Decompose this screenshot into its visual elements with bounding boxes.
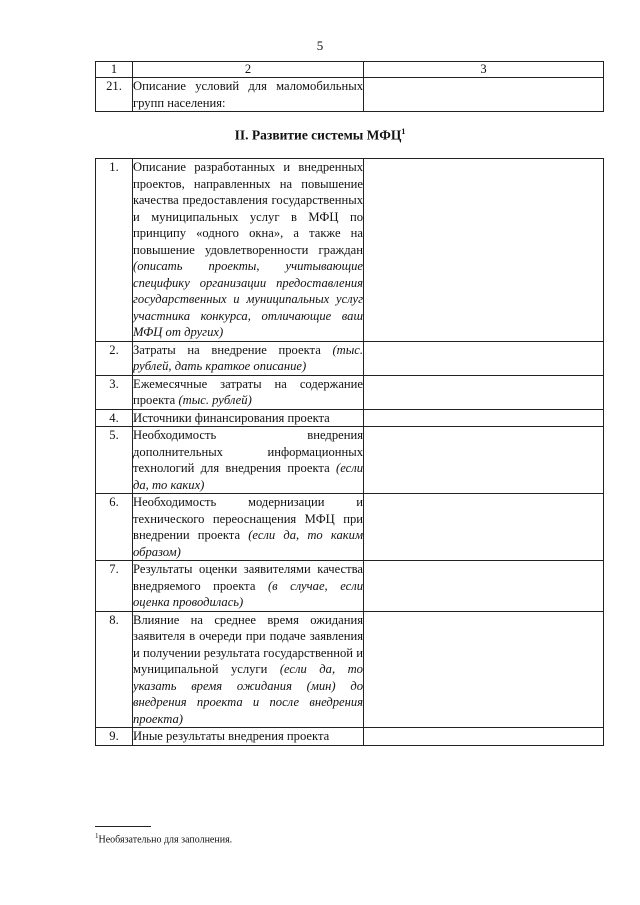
section-title (0, 127, 640, 144)
table-row (96, 159, 604, 342)
row-instruction-note: (в случае, если оценка проводилась) (133, 578, 364, 609)
row-instruction-note: (если да, то каким образом) (133, 528, 363, 559)
footnote (95, 832, 232, 845)
page-number: 5 (316, 38, 324, 53)
table-row (96, 78, 604, 112)
row-description (133, 375, 364, 409)
row-number: 21. (96, 78, 133, 112)
row-instruction-note: (тыс. рублей) (178, 393, 252, 407)
row-number: 6. (96, 494, 133, 561)
row-instruction-note: (если да, то указать время ожидания (мин) до внедрения проекта и после внедрения проекта) (133, 662, 363, 726)
footnote-divider (95, 826, 151, 827)
table-row (96, 341, 604, 375)
row-description-text: Иные результаты внедрения проекта (133, 729, 330, 743)
row-description (133, 728, 364, 746)
row-number: 7. (96, 561, 133, 612)
row-value (364, 159, 604, 342)
row-instruction-note: (если да, то каких) (133, 461, 363, 492)
row-number: 5. (96, 427, 133, 494)
row-description: Описание условий для маломобильных групп населения: (133, 79, 363, 110)
section-title-text: II. Развитие системы МФЦ (234, 127, 402, 143)
row-description (133, 409, 364, 427)
row-value (364, 78, 604, 112)
row-value (364, 375, 604, 409)
row-description-text: Ежемесячные затраты на содержание проекта (133, 376, 363, 407)
row-instruction-note: (описать проекты, учитывающие специфику организации предоставления государственных и муниципальных услуг участника конкурса, отличающие ваш МФЦ от других) (133, 259, 363, 339)
row-description-text: Затраты на внедрение проекта (133, 342, 321, 357)
row-description (133, 494, 364, 561)
row-number: 9. (96, 728, 133, 746)
row-instruction-note: (тыс. рублей, дать краткое описание) (133, 342, 363, 373)
row-description-text: Описание разработанных и внедренных проектов, направленных на повышение качества предоставления государственных и муниципальных услуг в МФЦ по принципу «одного окна», а также на повышение удовлетворенности граждан (133, 160, 363, 257)
row-value (364, 728, 604, 746)
table-continuation (95, 61, 604, 112)
header-col-2: 2 (133, 62, 364, 78)
row-description (133, 561, 364, 612)
row-value (364, 561, 604, 612)
table-header-row (96, 62, 604, 78)
table-row (96, 409, 604, 427)
table-row (96, 375, 604, 409)
table-body (96, 159, 604, 746)
mfc-development-table (95, 158, 604, 746)
row-description (133, 427, 364, 494)
table-row (96, 427, 604, 494)
row-number: 4. (96, 409, 133, 427)
row-description-text: Результаты оценки заявителями качества внедряемого проекта (133, 562, 363, 593)
row-value (364, 494, 604, 561)
row-value (364, 341, 604, 375)
table-row (96, 611, 604, 728)
table-row (96, 494, 604, 561)
row-number: 3. (96, 375, 133, 409)
row-number: 8. (96, 611, 133, 728)
footnote-text: Необязательно для заполнения. (98, 834, 233, 846)
row-number: 2. (96, 341, 133, 375)
row-number: 1. (96, 159, 133, 342)
row-description-text: Влияние на среднее время ожидания заявителя в очереди при подаче заявления и получении результата государственной и муниципальной услуги (133, 612, 363, 676)
row-description-text: Необходимость модернизации и технического переоснащения МФЦ при внедрении проекта (133, 495, 363, 542)
row-value (364, 611, 604, 728)
row-value (364, 409, 604, 427)
table-row (96, 561, 604, 612)
footnote-reference: 1 (401, 127, 406, 136)
row-value (364, 427, 604, 494)
row-description-text: Источники финансирования проекта (133, 410, 330, 425)
row-description-text: Необходимость внедрения дополнительных информационных технологий для внедрения проекта (133, 428, 363, 475)
table-row (96, 728, 604, 746)
header-col-3: 3 (364, 62, 604, 78)
row-description (133, 159, 364, 342)
row-description (133, 341, 364, 375)
footnote-mark: 1 (95, 832, 99, 840)
row-description (133, 611, 364, 728)
header-col-1: 1 (96, 62, 133, 78)
